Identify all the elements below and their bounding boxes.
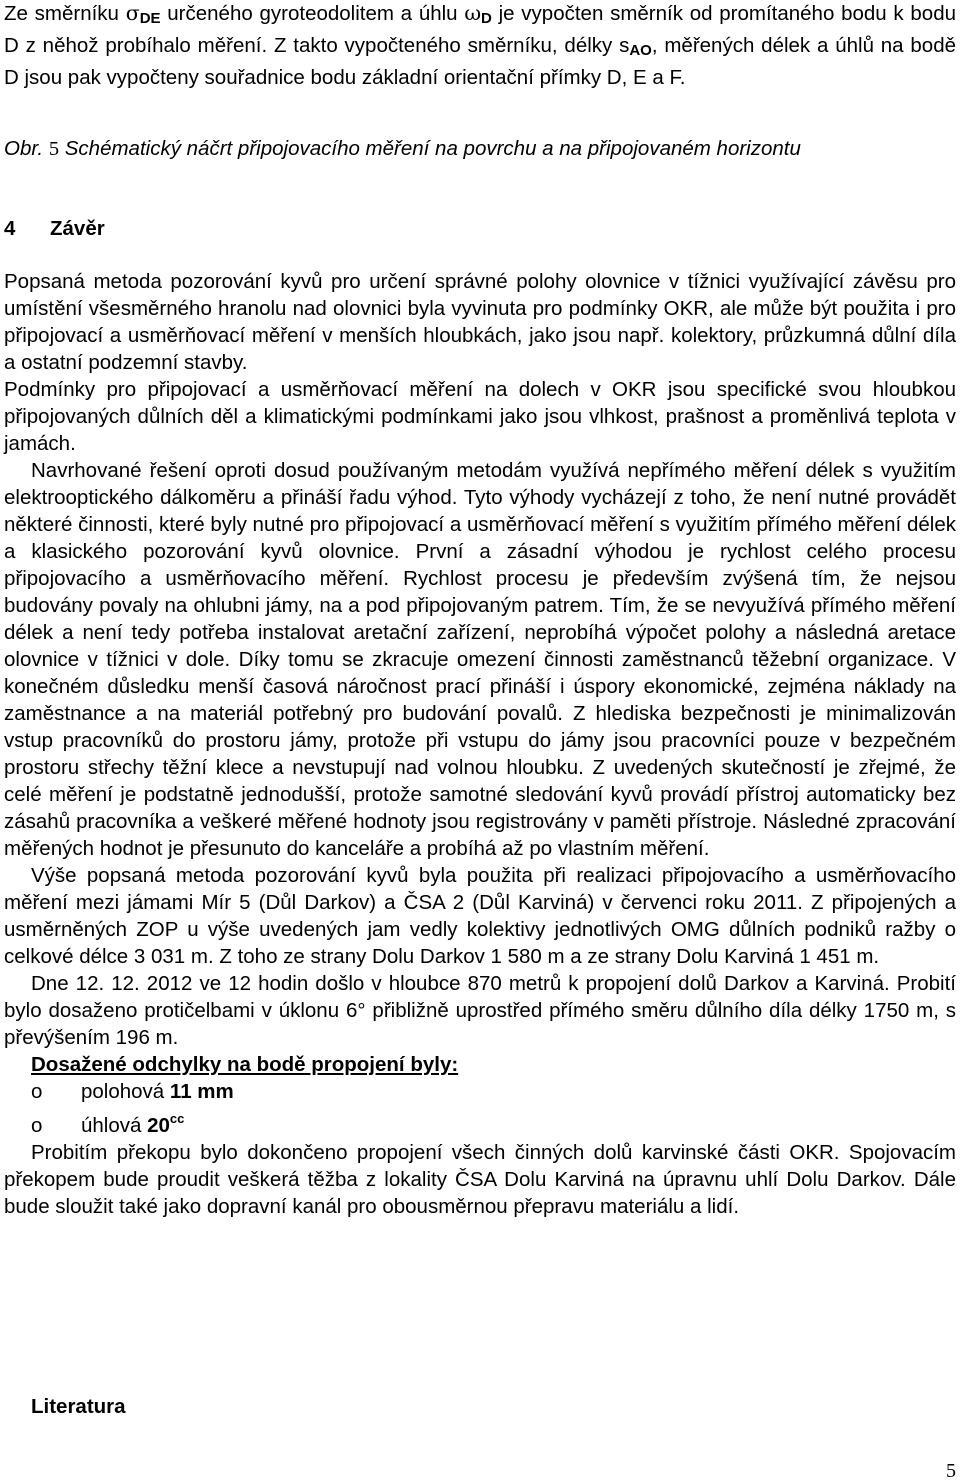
deviations-title: Dosažené odchylky na bodě propojení byly: [31,1053,459,1076]
caption-prefix: Obr. [4,137,49,160]
bullet-position-label: polohová [81,1080,170,1103]
sigma-symbol: σ [125,1,140,25]
bullet-angle-unit: cc [169,1111,185,1126]
intro-text-2: určeného gyroteodolitem a úhlu [160,2,465,25]
omega-symbol: ω [464,1,482,25]
paragraph-2: Podmínky pro připojovací a usměrňovací měření na dolech v OKR jsou specifické svou hloubkou připojovaných důlních děl a klimatickými podmínkami jako jsou vlhkost, prašnost a proměnlivá teplota v jamách. [4,378,956,455]
s-symbol: s [619,34,630,57]
bullet-angle [4,1105,956,1139]
sigma-subscript: DE [139,10,161,27]
caption-text: Schématický náčrt připojovacího měření na povrchu a na připojovaném horizontu [59,137,801,160]
s-subscript: AO [629,42,652,59]
paragraph-1: Popsaná metoda pozorování kyvů pro určení správné polohy olovnice v tížnici využívající závěsu pro umístění všesměrného hranolu nad olovnici byla vyvinuta pro podmínky OKR, ale může být použita i pro připojovací a usměrňovací měření v menších hloubkách, jako jsou např. kolektory, průzkumná důlní díla a ostatní podzemní stavby. [4,270,956,374]
bullet-position [4,1078,956,1105]
paragraph-3: Navrhované řešení oproti dosud používaným metodám využívá nepřímého měření délek s využitím elektrooptického dálkoměru a přináší řadu výhod. Tyto výhody vycházejí z toho, že není nutné provádět některé činnosti, které byly nutné pro připojovací a usměrňovací měření s využitím přímého měření délek a klasického pozorování kyvů olovnice. První a zásadní výhodou je rychlost celého procesu připojovacího a usměrňovacího měření. Rychlost procesu je především zvýšená tím, že nejsou budovány povaly na ohlubni jámy, na a pod připojovaným patrem. Tím, že se nevyužívá přímého měření délek a není tedy potřeba instalovat aretační zařízení, neprobíhá výpočet polohy a následná aretace olovnice v tížnici v dole. Díky tomu se zkracuje omezení činnosti zaměstnanců těžební organizace. V konečném důsledku menší časová náročnost prací přináší i úspory ekonomické, zejména náklady na zaměstnance a na materiál potřebný pro budování povalů. Z hlediska bezpečnosti je minimalizován vstup pracovníků do prostoru jámy, protože při vstupu do jámy jsou pracovníci pouze v bezpečném prostoru střechy těžní klece a nevstupují nad volnou hloubku. Z uvedených skutečností je zřejmé, že celé měření je podstatně jednodušší, protože samotné sledování kyvů provádí přístroj automaticky bez zásahů pracovníka a veškeré měřené hodnoty jsou registrovány v paměti přístroje. Následné zpracování měřených hodnot je přesunuto do kanceláře a probíhá až po vlastním měření. [4,459,956,860]
deviations-title-line [4,1051,956,1078]
omega-subscript: D [481,10,492,27]
intro-paragraph [4,0,956,91]
section-title: Závěr [50,217,105,240]
bullet-angle-label: úhlová [81,1114,148,1137]
bullet-angle-value: 20 [147,1114,170,1137]
intro-text-1: Ze směrníku [4,2,126,25]
section-number: 4 [4,217,16,240]
paragraph-5: Dne 12. 12. 2012 ve 12 hodin došlo v hloubce 870 metrů k propojení dolů Darkov a Karviná. Probití bylo dosaženo protičelbami v úklonu 6° přibližně uprostřed přímého směru důlního díla délky 1750 m, s převýšením 196 m. [4,972,956,1049]
bullet-position-value: 11 mm [169,1080,234,1103]
literature-heading: Literatura [31,1395,126,1418]
figure-caption [4,135,956,163]
paragraph-4: Výše popsaná metoda pozorování kyvů byla použita při realizaci připojovacího a usměrňovacího měření mezi jámami Mír 5 (Důl Darkov) a ČSA 2 (Důl Karviná) v červenci roku 2011. Z připojených a usměrněných ZOP u výše uvedených jam vedly kolektivy jednotlivých OMG důlních podniků ražby o celkové délce 3 031 m. Z toho ze strany Dolu Darkov 1 580 m a ze strany Dolu Karviná 1 451 m. [4,864,956,968]
page-number: 5 [946,1460,956,1482]
intro-text-4: , měřených délek a úhlů na bodě D jsou pak vypočteny souřadnice bodu základní orientační přímky D, E a F. [4,34,956,89]
section-body [4,268,956,1220]
paragraph-6: Probitím překopu bylo dokončeno propojení všech činných dolů karvinské části OKR. Spojovacím překopem bude proudit veškerá těžba z lokality ČSA Dolu Karviná na úpravnu uhlí Dolu Darkov. Dále bude sloužit také jako dopravní kanál pro obousměrnou přepravu materiálu a lidí. [4,1141,956,1218]
intro-text-3: je vypočten směrník od promítaného bodu k bodu D z něhož probíhalo měření. Z takto vypočteného směrníku, délky [4,2,956,57]
caption-number: 5 [48,138,60,160]
section-heading [4,215,105,242]
bullet-marker: o [31,1080,43,1103]
bullet-marker: o [31,1114,43,1137]
